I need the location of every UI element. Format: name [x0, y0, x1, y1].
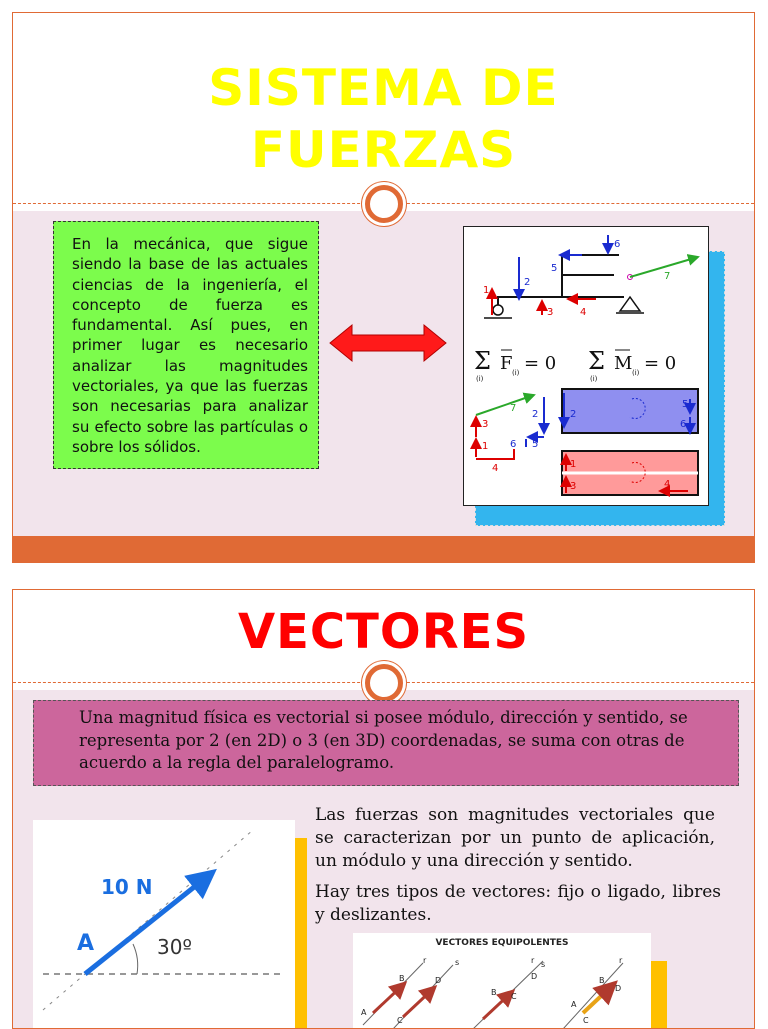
svg-text:F: F: [500, 353, 513, 374]
svg-text:6: 6: [614, 239, 621, 250]
definition-box: [33, 700, 739, 786]
svg-text:(i): (i): [476, 375, 484, 383]
figure-panel: [463, 226, 709, 506]
intro-text-box: [53, 221, 319, 469]
definition-text: Una magnitud física es vectorial si posee módulo, dirección y sentido, se representa por 2 (en 2D) o 3 (en 3D) coordenadas, se suma con otras de acuerdo a la regla del paralelogramo.: [79, 708, 688, 772]
svg-text:= 0: = 0: [524, 353, 557, 374]
svg-text:1: 1: [483, 285, 490, 296]
svg-text:7: 7: [510, 403, 517, 414]
svg-text:= 0: = 0: [644, 353, 677, 374]
svg-text:(i): (i): [512, 369, 520, 377]
svg-text:4: 4: [664, 479, 671, 490]
slide-vectores: [12, 589, 755, 1029]
svg-text:2: 2: [524, 277, 531, 288]
svg-text:A: A: [361, 1008, 367, 1017]
svg-text:3: 3: [482, 419, 489, 430]
svg-text:2: 2: [570, 409, 577, 420]
slide-title: [13, 57, 754, 181]
svg-text:C: C: [511, 992, 517, 1001]
svg-text:4: 4: [580, 307, 587, 318]
svg-text:M: M: [614, 353, 633, 374]
slide-title: VECTORES: [237, 604, 530, 660]
svg-text:2: 2: [532, 409, 539, 420]
svg-text:1: 1: [570, 459, 577, 470]
vector-diagram: [33, 820, 295, 1029]
equipolent-title: VECTORES EQUIPOLENTES: [435, 938, 569, 948]
title-line-1: SISTEMA DE: [208, 59, 559, 117]
svg-text:3: 3: [570, 481, 577, 492]
svg-text:D: D: [531, 972, 538, 981]
svg-text:B: B: [399, 974, 405, 983]
force-diagram: [464, 227, 708, 505]
figure-accent: [651, 961, 667, 1029]
point-label: A: [77, 931, 95, 956]
svg-text:5: 5: [682, 399, 689, 410]
svg-text:1: 1: [482, 441, 489, 452]
svg-text:5: 5: [551, 263, 558, 274]
svg-text:3: 3: [547, 307, 554, 318]
angle-label: 30º: [157, 935, 192, 959]
svg-text:B: B: [599, 976, 605, 985]
svg-text:s: s: [455, 958, 460, 967]
circle-ornament: [365, 664, 403, 702]
svg-text:r: r: [619, 956, 623, 965]
forces-paragraph: Las fuerzas son magnitudes vectoriales que se caracterizan por un punto de aplicación, un módulo y una dirección y sentido.: [315, 805, 715, 871]
svg-text:Σ: Σ: [588, 347, 605, 375]
intro-text: En la mecánica, que sigue siendo la base de las actuales ciencias de la ingeniería, el concepto de fuerza es fundamental. Así pues, en primer lugar es necesario analizar las magnitudes vectoriales, ya que las fuerzas son necesarias para analizar su efecto sobre las partículas o sobre los sólidos.: [72, 235, 308, 456]
equipolent-panel: [353, 933, 651, 1029]
equipolent-figure: [353, 933, 673, 1029]
svg-text:(i): (i): [632, 369, 640, 377]
svg-text:C: C: [583, 1016, 589, 1025]
svg-text:5: 5: [532, 439, 539, 450]
force-system-figure: [463, 226, 725, 526]
slide-sistema-de-fuerzas: [12, 12, 755, 563]
svg-text:A: A: [571, 1000, 577, 1009]
magnitude-label: 10 N: [101, 875, 153, 899]
types-paragraph: Hay tres tipos de vectores: fijo o ligado, libres y deslizantes.: [315, 882, 721, 925]
svg-text:7: 7: [664, 271, 671, 282]
svg-text:s: s: [541, 960, 546, 969]
svg-text:D: D: [435, 976, 442, 985]
svg-text:(i): (i): [590, 375, 598, 383]
footer-band: [13, 536, 754, 562]
svg-text:4: 4: [492, 463, 499, 474]
svg-text:r: r: [531, 956, 535, 965]
vector-figure: [33, 820, 295, 1029]
svg-text:6: 6: [510, 439, 517, 450]
double-arrow-icon: [328, 321, 448, 365]
vector-panel: [33, 820, 295, 1029]
svg-text:6: 6: [680, 419, 687, 430]
equipolent-diagram: [353, 933, 651, 1029]
circle-ornament: [365, 185, 403, 223]
svg-text:B: B: [491, 988, 497, 997]
svg-text:D: D: [615, 984, 622, 993]
svg-text:Σ: Σ: [474, 347, 491, 375]
svg-text:C: C: [397, 1016, 403, 1025]
svg-text:r: r: [423, 956, 427, 965]
title-line-2: FUERZAS: [250, 121, 517, 179]
